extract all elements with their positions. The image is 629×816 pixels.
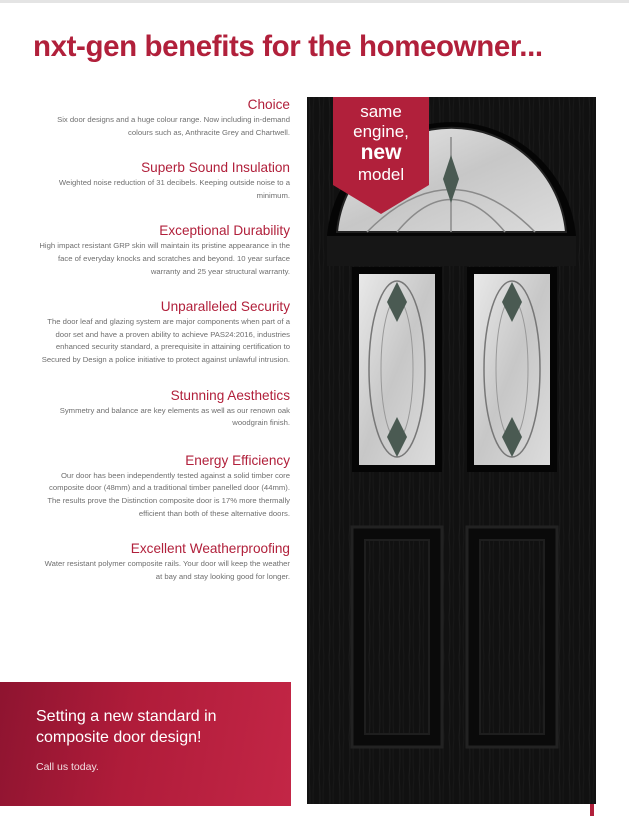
promo-ribbon-text — [333, 101, 429, 185]
benefits-list — [30, 96, 290, 583]
ribbon-line: new — [360, 141, 402, 164]
cta-subtitle: Call us today. — [36, 761, 99, 773]
benefit-text: Our door has been independently tested against a solid timber core composite door (48mm) and a traditional timber panelled door (44mm). The results prove the Distinction composite door is 17% more thermally efficient than both of these alternative doors. — [47, 470, 290, 518]
benefit-title: Choice — [247, 97, 290, 112]
benefit-text: Symmetry and balance are key elements as well as our renown oak woodgrain finish. — [59, 405, 290, 428]
benefit-sound — [30, 159, 290, 202]
benefit-text: High impact resistant GRP skin will maintain its pristine appearance in the face of everyday knocks and scratches and beyond. 10 year surface warranty and 25 year structural warranty. — [39, 241, 290, 276]
benefit-text: Six door designs and a huge colour range. Now including in-demand colours such as, Anthracite Grey and Chartwell. — [57, 115, 290, 137]
cta-banner — [0, 682, 291, 806]
top-border — [0, 0, 629, 3]
benefit-energy — [30, 452, 290, 520]
ribbon-line: engine, — [353, 122, 409, 141]
benefit-text: The door leaf and glazing system are major components when part of a door set and have a proven ability to achieve PAS24:2016, industries enhanced security standard, a prerequisite in attaining certification to Secured by Design a police initiative to protect against unlawful intrusion. — [41, 317, 290, 364]
ribbon-line: model — [357, 165, 405, 184]
benefit-text: Weighted noise reduction of 31 decibels. Keeping outside noise to a minimum. — [58, 178, 290, 200]
benefit-aesthetics — [30, 387, 290, 430]
benefit-choice — [30, 96, 290, 139]
cta-title: Setting a new standard in composite door design! — [36, 708, 217, 746]
benefit-text: Water resistant polymer composite rails. Your door will keep the weather at bay and stay looking good for longer. — [44, 559, 290, 581]
benefit-title: Superb Sound Insulation — [141, 160, 290, 176]
page-headline: nxt-gen benefits for the homeowner... — [33, 30, 543, 63]
benefit-title: Unparalleled Security — [160, 299, 290, 315]
benefit-durability — [30, 222, 290, 278]
benefit-security — [30, 298, 290, 366]
ribbon-line: same — [360, 102, 402, 121]
corner-accent — [590, 804, 594, 816]
benefit-weatherproofing — [30, 540, 290, 583]
benefit-title: Exceptional Durability — [159, 223, 290, 239]
benefit-title: Energy Efficiency — [185, 452, 290, 468]
benefit-title: Stunning Aesthetics — [170, 387, 290, 403]
benefit-title: Excellent Weatherproofing — [130, 541, 290, 557]
